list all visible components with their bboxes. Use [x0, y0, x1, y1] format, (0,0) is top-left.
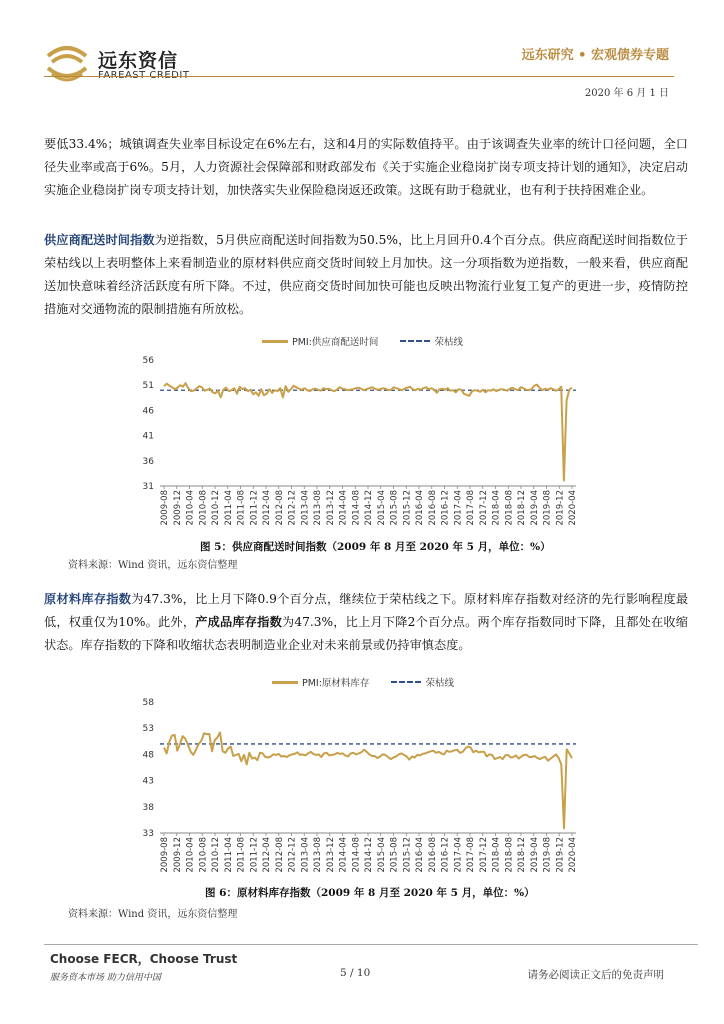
paragraph-inventory: [44, 588, 688, 657]
x-tick-label: 2014-12: [364, 490, 374, 526]
x-tick-label: 2019-12: [555, 490, 566, 526]
x-tick-label: 2018-12: [517, 490, 527, 526]
x-tick-label: 2009-08: [160, 490, 170, 526]
footer-divider: [44, 944, 698, 945]
x-tick-label: 2009-12: [172, 490, 183, 526]
paragraph-unemployment: 要低33.4%；城镇调查失业率目标设定在6%左右，这和4月的实际数值持平。由于该调查失业率的统计口径问题，全口径失业率或高于6%。5月，人力资源社会保障部和财政部发布《关于实施企业稳岗扩岗专项支持计划的通知》，决定启动实施企业稳岗扩岗专项支持计划，加快落实失业保险稳岗返还政策。这既有助于稳就业，也有利于扶持困难企业。: [44, 137, 688, 197]
x-tick-label: 2012-08: [274, 837, 285, 873]
x-tick-label: 2013-12: [325, 837, 336, 873]
highlight-raw-material-inventory: 原材料库存指数: [44, 592, 132, 606]
x-tick-label: 2013-04: [300, 837, 311, 873]
y-tick-label: 48: [142, 750, 154, 761]
y-tick-label: 38: [142, 802, 154, 813]
figure5-caption: 图 5：供应商配送时间指数（2009 年 8 月至 2020 年 5 月，单位：%）: [200, 541, 551, 553]
x-tick-label: 2010-08: [198, 837, 209, 873]
x-tick-label: 2016-08: [427, 490, 438, 526]
legend-label-series: PMI:原材料库存: [302, 678, 370, 689]
x-tick-label: 2017-04: [453, 490, 464, 526]
x-tick-label: 2017-08: [466, 490, 476, 526]
x-tick-label: 2013-12: [325, 490, 336, 526]
series-line: [164, 732, 572, 828]
x-tick-label: 2017-08: [466, 837, 476, 873]
y-tick-label: 53: [142, 724, 154, 735]
x-tick-label: 2011-12: [249, 490, 260, 526]
disclaimer-note: 请务必阅读正文后的免责声明: [527, 969, 664, 981]
x-tick-label: 2018-04: [491, 490, 502, 526]
x-tick-label: 2010-08: [198, 490, 209, 526]
legend-label-series: PMI:供应商配送时间: [292, 337, 379, 348]
x-tick-label: 2015-12: [402, 837, 413, 873]
x-tick-label: 2020-04: [568, 490, 578, 526]
figure6-caption: 图 6：原材料库存指数（2009 年 8 月至 2020 年 5 月，单位：%）: [205, 887, 535, 899]
chart-raw-material-inventory: [130, 692, 590, 880]
series-line: [164, 383, 572, 480]
x-tick-label: 2015-08: [389, 490, 400, 526]
x-tick-label: 2015-08: [389, 837, 400, 873]
legend-label-reference: 荣枯线: [425, 678, 454, 689]
x-tick-label: 2016-12: [440, 837, 451, 873]
chart5-legend: [262, 334, 463, 348]
figure5-source: 资料来源：Wind 资讯，远东资信整理: [68, 560, 238, 571]
legend-swatch-reference: [400, 340, 430, 342]
x-tick-label: 2011-04: [223, 490, 234, 526]
x-tick-label: 2020-04: [568, 837, 578, 873]
x-tick-label: 2009-12: [172, 837, 183, 873]
x-tick-label: 2018-08: [504, 837, 515, 873]
y-tick-label: 41: [142, 431, 154, 442]
y-tick-label: 56: [142, 356, 154, 366]
page-number: 5 / 10: [340, 967, 371, 979]
x-tick-label: 2015-04: [376, 837, 387, 873]
x-tick-label: 2016-08: [427, 837, 438, 873]
legend-swatch-reference: [391, 681, 421, 683]
paragraph-supplier-delivery-text: 为逆指数，5月供应商配送时间指数为50.5%，比上月回升0.4个百分点。供应商配送时间指数位于荣枯线以上表明整体上来看制造业的原材料供应商交货时间较上月加快。这一分项指数为逆指数，一般来看，供应商配送加快意味着经济活跃度有所下降。不过，供应商交货时间加快可能也反映出物流行业复工复产的更进一步，疫情防控措施对交通物流的限制措施有所放松。: [44, 233, 688, 316]
x-tick-label: 2011-08: [236, 490, 247, 526]
x-tick-label: 2010-12: [211, 490, 221, 526]
chart6-legend: [272, 675, 454, 689]
y-tick-label: 51: [142, 381, 154, 392]
x-tick-label: 2012-12: [287, 837, 298, 873]
y-tick-label: 58: [142, 698, 154, 708]
paragraph-inventory-text-1: 为47.3%，比上月下降0.9个百分点，继续位于荣枯线之下。原材料库存指数对经济的先行影响程度最低，权重仅为10%。此外，: [44, 592, 689, 629]
x-tick-label: 2014-08: [351, 837, 362, 873]
x-tick-label: 2011-08: [236, 837, 247, 873]
x-tick-label: 2014-12: [364, 837, 374, 873]
x-tick-label: 2017-04: [453, 837, 464, 873]
x-tick-label: 2019-12: [555, 837, 566, 873]
x-tick-label: 2017-12: [478, 837, 489, 873]
y-tick-label: 46: [142, 406, 154, 417]
x-tick-label: 2015-04: [376, 490, 387, 526]
x-tick-label: 2009-08: [160, 837, 170, 873]
y-tick-label: 33: [142, 829, 154, 839]
x-tick-label: 2016-12: [440, 490, 451, 526]
x-tick-label: 2014-04: [338, 490, 349, 526]
y-tick-label: 36: [142, 456, 154, 467]
y-tick-label: 43: [142, 776, 154, 787]
x-tick-label: 2011-12: [249, 837, 260, 873]
x-tick-label: 2018-12: [517, 837, 527, 873]
x-tick-label: 2012-04: [262, 490, 272, 526]
x-tick-label: 2018-08: [504, 490, 515, 526]
x-tick-label: 2011-04: [223, 837, 234, 873]
x-tick-label: 2015-12: [402, 490, 413, 526]
x-tick-label: 2013-04: [300, 490, 311, 526]
x-tick-label: 2012-08: [274, 490, 285, 526]
paragraph-supplier-delivery: [44, 229, 688, 321]
legend-swatch-series: [262, 340, 288, 343]
highlight-supplier-delivery: 供应商配送时间指数: [44, 233, 155, 247]
x-tick-label: 2013-08: [313, 490, 323, 526]
x-tick-label: 2019-04: [529, 837, 540, 873]
x-tick-label: 2010-04: [185, 837, 196, 873]
x-tick-label: 2016-04: [415, 837, 425, 873]
x-tick-label: 2010-04: [185, 490, 196, 526]
x-tick-label: 2018-04: [491, 837, 502, 873]
x-tick-label: 2010-12: [211, 837, 221, 873]
header-divider: [44, 76, 674, 77]
x-tick-label: 2017-12: [478, 490, 489, 526]
x-tick-label: 2019-04: [529, 490, 540, 526]
x-tick-label: 2014-04: [338, 837, 349, 873]
x-tick-label: 2019-08: [542, 837, 553, 873]
report-date: 2020 年 6 月 1 日: [584, 88, 669, 99]
x-tick-label: 2019-08: [542, 490, 553, 526]
highlight-finished-goods-inventory: 产成品库存指数: [195, 615, 282, 629]
report-title: 远东研究 • 宏观债券专题: [521, 48, 669, 63]
y-tick-label: 31: [142, 482, 154, 492]
brand-name-cn: 远东资信: [98, 50, 179, 72]
x-tick-label: 2016-04: [415, 490, 425, 526]
x-tick-label: 2013-08: [313, 837, 323, 873]
x-tick-label: 2012-04: [262, 837, 272, 873]
paragraph-inventory-text-2: 为47.3%，比上月下降2个百分点。两个库存指数同时下降，且都处在收缩状态。库存指数的下降和收缩状态表明制造业企业对未来前景或仍持审慎态度。: [44, 615, 688, 652]
footer-slogan: Choose FECR，Choose Trust: [50, 952, 238, 966]
legend-label-reference: 荣枯线: [434, 337, 463, 348]
footer-subslogan: 服务资本市场 助力信用中国: [50, 973, 161, 983]
figure6-source: 资料来源：Wind 资讯，远东资信整理: [68, 909, 238, 920]
x-tick-label: 2012-12: [287, 490, 298, 526]
legend-swatch-series: [272, 681, 298, 684]
chart-supplier-delivery: [130, 350, 590, 530]
x-tick-label: 2014-08: [351, 490, 362, 526]
